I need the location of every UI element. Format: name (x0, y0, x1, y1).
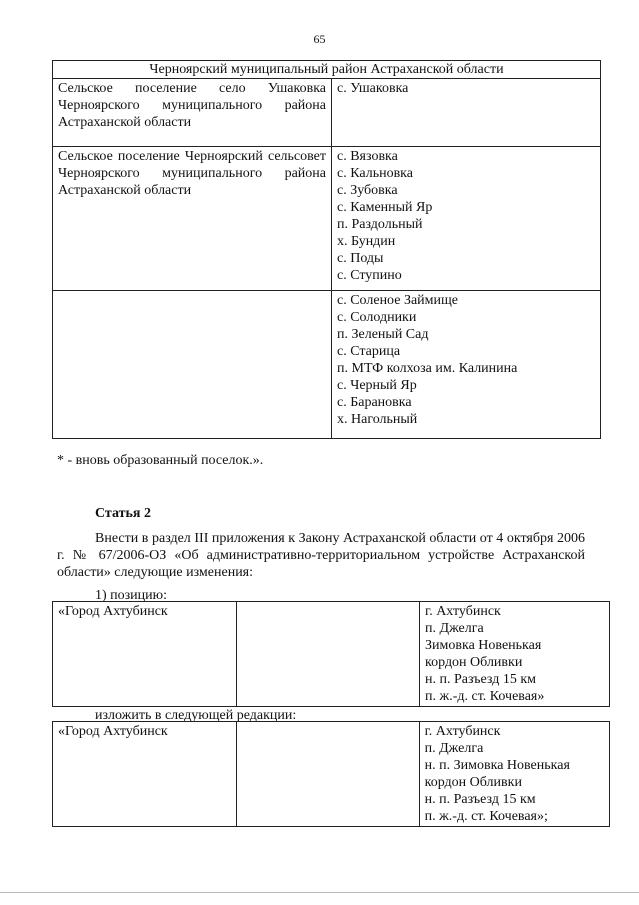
settlement-item: кордон Обливки (424, 775, 522, 790)
item-label: 1) позицию: (95, 588, 168, 603)
settlement-item: п. Раздольный (337, 217, 423, 232)
settlement-item: п. Джелга (424, 741, 484, 756)
municipality-cell: Сельское поселение село Ушаковка Черноярского муниципального района Астраханской области (53, 79, 332, 147)
settlement-item: с. Солодники (337, 310, 417, 325)
settlements-cell (420, 602, 610, 707)
settlement-item: Зимовка Новенькая (425, 638, 542, 653)
city-cell: «Город Ахтубинск (53, 722, 237, 827)
table-row (53, 147, 601, 291)
settlement-item: п. ж.-д. ст. Кочевая»; (424, 809, 548, 824)
article-title: Статья 2 (95, 506, 151, 521)
settlement-item: с. Ушаковка (337, 81, 409, 96)
table-row (53, 291, 601, 439)
settlement-item: с. Соленое Займище (337, 293, 459, 308)
district-header: Черноярский муниципальный район Астраханской области (53, 61, 601, 79)
settlement-item: х. Бундин (337, 234, 396, 249)
new-position-table (52, 721, 610, 827)
empty-cell (237, 602, 420, 707)
article-paragraph (57, 530, 585, 581)
settlement-item: н. п. Зимовка Новенькая (424, 758, 570, 773)
table-row (53, 79, 601, 147)
settlements-cell (419, 722, 609, 827)
settlement-item: с. Ступино (337, 268, 402, 283)
settlement-item: г. Ахтубинск (424, 724, 501, 739)
settlement-item: г. Ахтубинск (425, 604, 501, 619)
settlement-item: п. Зеленый Сад (337, 327, 429, 342)
settlement-item: с. Зубовка (337, 183, 398, 198)
old-position-table (52, 601, 610, 707)
empty-cell (236, 722, 419, 827)
settlement-item: п. МТФ колхоза им. Калинина (337, 361, 518, 376)
settlement-item: п. ж.-д. ст. Кочевая» (425, 689, 545, 704)
city-cell: «Город Ахтубинск (53, 602, 237, 707)
bottom-divider (0, 892, 639, 893)
district-settlements-table (52, 60, 601, 439)
settlement-item: с. Вязовка (337, 149, 398, 164)
table-row (53, 722, 610, 827)
page-number: 65 (313, 32, 326, 46)
settlements-cell (332, 79, 601, 147)
settlement-item: х. Нагольный (337, 412, 418, 427)
settlement-item: с. Старица (337, 344, 401, 359)
settlement-item: с. Каменный Яр (337, 200, 433, 215)
settlement-item: с. Барановка (337, 395, 412, 410)
settlement-item: кордон Обливки (425, 655, 523, 670)
replace-label: изложить в следующей редакции: (95, 708, 297, 723)
settlements-cell (332, 147, 601, 291)
article-paragraph-text: Внести в раздел III приложения к Закону Астраханской области от 4 октября 2006 г. № 67/2006-ОЗ «Об административно-территориальном устройстве Астраханской области» следующие изменения: (57, 531, 585, 580)
settlement-item: с. Кальновка (337, 166, 413, 181)
table-row (53, 602, 610, 707)
table-header-row (53, 61, 601, 79)
settlement-item: н. п. Разъезд 15 км (424, 792, 536, 807)
footnote: * - вновь образованный поселок.». (57, 453, 264, 468)
settlement-item: с. Поды (337, 251, 384, 266)
municipality-cell (53, 291, 332, 439)
settlement-item: с. Черный Яр (337, 378, 417, 393)
municipality-cell: Сельское поселение Черноярский сельсовет Черноярского муниципального района Астраханской области (53, 147, 332, 291)
settlement-item: п. Джелга (425, 621, 484, 636)
settlement-item: н. п. Разъезд 15 км (425, 672, 536, 687)
settlements-cell (332, 291, 601, 439)
